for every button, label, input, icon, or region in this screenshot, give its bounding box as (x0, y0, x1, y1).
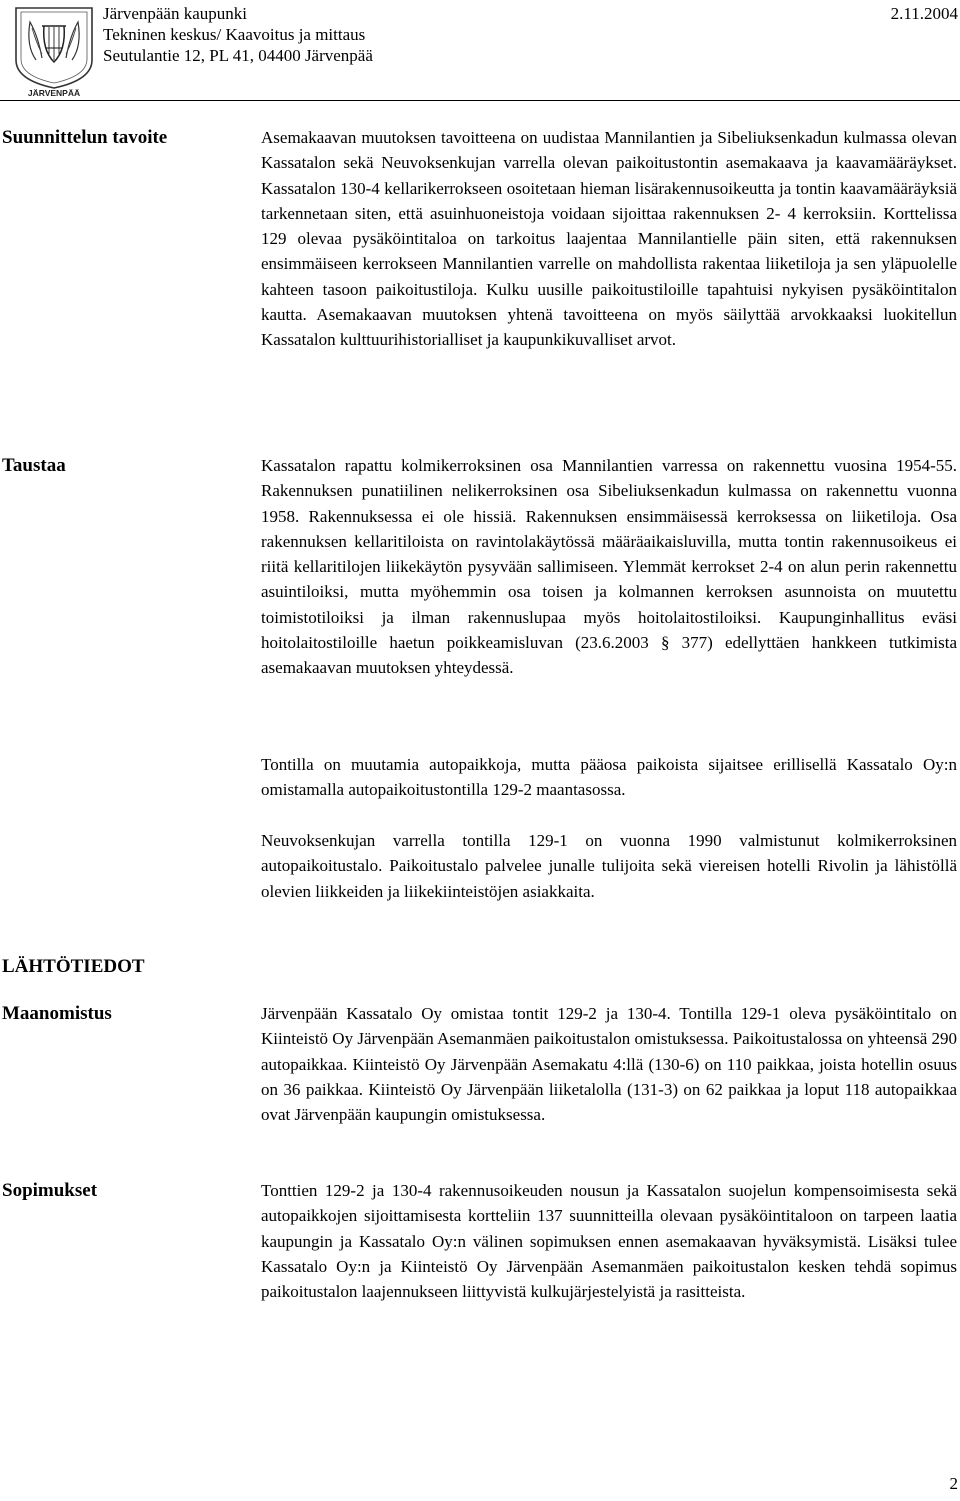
document-date: 2.11.2004 (890, 4, 958, 23)
city-crest-logo (8, 2, 100, 98)
section-text-sopimukset: Tonttien 129-2 ja 130-4 rakennusoikeuden nousun ja Kassatalon suojelun kompensoimisesta sekä autopaikkojen sijoittamisesta kortteliin 137 suunnitteilla olevaan pysäköintitaloon on tarpeen laatia kaupungin ja Kassatalo Oy:n välinen sopimuksen ennen asemakaavan hyväksymistä. Lisäksi tulee Kassatalo Oy:n ja Kiinteistö Oy Järvenpään Asemanmäen paikoitustalon kesken tehdä sopimus paikoitustalon laajennukseen liittyvistä kulkujärjestelyistä ja rasitteista. (261, 1181, 957, 1302)
org-address: Seutulantie 12, PL 41, 04400 Järvenpää (103, 46, 373, 65)
section-label-tavoite: Suunnittelun tavoite (2, 127, 168, 148)
section-heading-lahtotiedot: LÄHTÖTIEDOT (2, 956, 145, 977)
header-divider (0, 100, 960, 101)
section-label-sopimukset: Sopimukset (2, 1180, 98, 1201)
org-department: Tekninen keskus/ Kaavoitus ja mittaus (103, 25, 366, 44)
section-text-taustaa-1: Kassatalon rapattu kolmikerroksinen osa Mannilantien varressa on rakennettu vuosina 1954-55. Rakennuksen punatiilinen nelikerroksinen osa Sibeliuksenkadun kulmassa on rakennettu vuonna 1958. Rakennuksessa ei ole hissiä. Rakennuksen ensimmäisessä kerroksessa on liiketiloja. Osa rakennuksen kellaritiloista on ravintolakäytössä määräaikaisluvilla, mutta tontin rakennusoikeus ei riitä kellaritilojen liikekäytön pysyvään sallimiseen. Ylemmät kerrokset 2-4 on alun perin rakennettu asuintiloiksi, mutta myöhemmin osa toisen ja kolmannen kerroksen asunnoista on muutettu toimistotiloiksi ja ilman rakennuslupaa myös hoitolaitostiloiksi. Kaupunginhallitus eväsi hoitolaitostiloille haetun poikkeamisluvan (23.6.2003 § 377) edellyttäen hankkeen tutkimista asemakaavan muutoksen yhteydessä. (261, 456, 957, 678)
section-label-maanomistus: Maanomistus (2, 1003, 112, 1024)
organization-block (103, 3, 373, 66)
section-label-taustaa: Taustaa (2, 455, 66, 476)
page-header (0, 0, 960, 100)
section-text-taustaa-3: Neuvoksenkujan varrella tontilla 129-1 on vuonna 1990 valmistunut kolmikerroksinen autopaikoitustalo. Paikoitustalo palvelee junalle tulijoita sekä viereisen hotelli Rivolin ja lähistöllä olevien liikkeiden ja liikekiinteistöjen asiakkaita. (261, 831, 957, 901)
section-text-taustaa-2: Tontilla on muutamia autopaikkoja, mutta pääosa paikoista sijaitsee erillisellä Kassatalo Oy:n omistamalla autopaikoitustontilla 129-2 maantasossa. (261, 755, 957, 800)
org-name: Järvenpään kaupunki (103, 4, 247, 23)
logo-text: JÄRVENPÄÄ (27, 88, 81, 98)
section-text-tavoite: Asemakaavan muutoksen tavoitteena on uudistaa Mannilantien ja Sibeliuksenkadun kulmassa olevan Kassatalon sekä Neuvoksenkujan varrella olevan paikoitustontin asemakaava ja kaavamääräykset. Kassatalon 130-4 kellarikerrokseen osoitetaan hieman lisärakennusoikeutta ja tontin kaavamääräyksiä tarkennetaan siten, että asuinhuoneistoja voidaan sijoittaa rakennuksen 2- 4 kerroksiin. Korttelissa 129 olevaa pysäköintitaloa on tarkoitus laajentaa Mannilantielle päin siten, että rakennuksen ensimmäiseen kerrokseen Mannilantien varrelle on mahdollista rakentaa liiketiloja ja sen yläpuolelle kahteen tasoon paikoitustiloja. Kulku uusille paikoitustiloille tapahtuisi nykyisen pysäköintitalon kautta. Asemakaavan muutoksen yhtenä tavoitteena on myös säilyttää arvokkaaksi luokitellun Kassatalon kulttuurihistorialliset ja kaupunkikuvalliset arvot. (261, 128, 957, 350)
page-number: 2 (949, 1474, 958, 1493)
section-text-maanomistus: Järvenpään Kassatalo Oy omistaa tontit 129-2 ja 130-4. Tontilla 129-1 oleva pysäköintitalo on Kiinteistö Oy Järvenpään Asemanmäen paikoitustalon omistuksessa. Paikoitustalossa on yhteensä 290 autopaikkaa. Kiinteistö Oy Järvenpään Asemakatu 4:llä (130-6) on 110 paikkaa, joista hotellin osuus on 36 paikkaa. Kiinteistö Oy Järvenpään liiketalolla (131-3) on 62 paikkaa ja loput 118 autopaikkaa ovat Järvenpään kaupungin omistuksessa. (261, 1004, 957, 1125)
